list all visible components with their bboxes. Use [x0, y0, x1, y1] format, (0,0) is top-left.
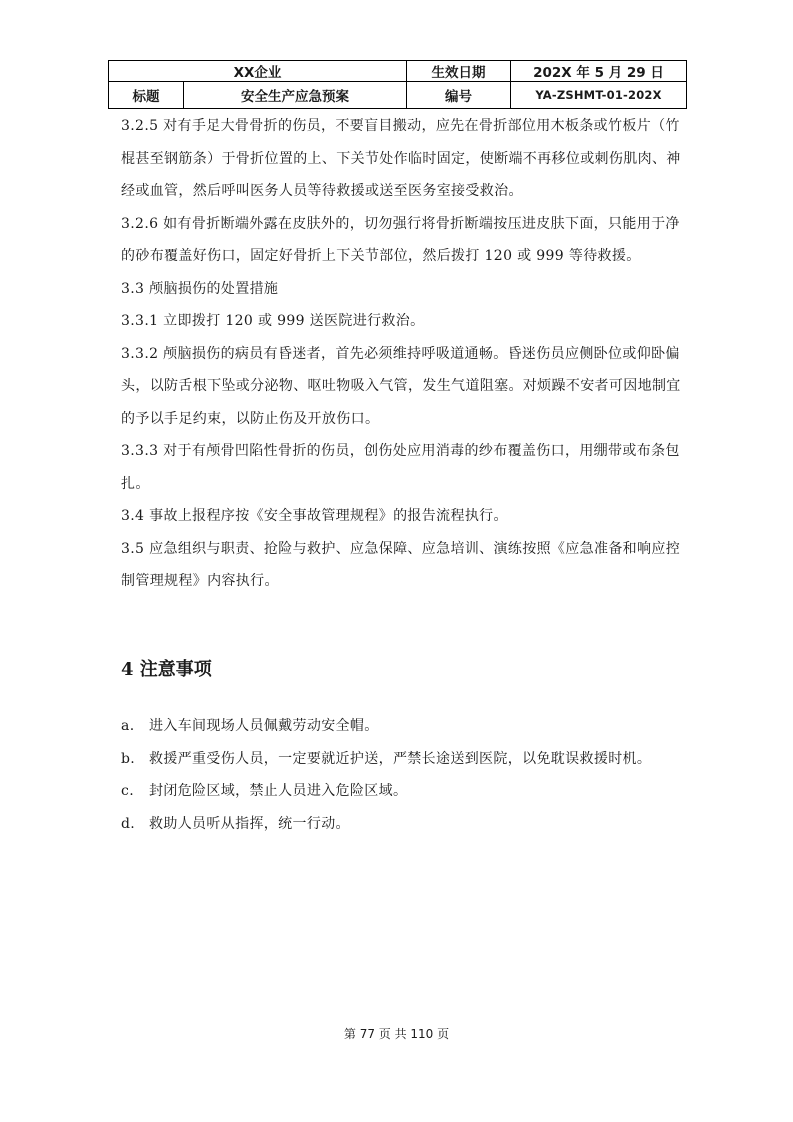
header-row-1 — [109, 61, 687, 82]
company-name: XX企业 — [109, 61, 407, 82]
list-marker: c. — [121, 783, 134, 799]
list-item-text: 封闭危险区域，禁止人员进入危险区域。 — [149, 783, 408, 799]
effective-date-label: 生效日期 — [407, 61, 511, 82]
paragraph-3-5: 3.5 应急组织与职责、抢险与救护、应急保障、应急培训、演练按照《应急准备和响应控制管理规程》内容执行。 — [121, 540, 681, 589]
heading-3-3: 3.3 颅脑损伤的处置措施 — [121, 280, 279, 297]
document-body — [121, 110, 687, 598]
list-item — [121, 710, 687, 743]
effective-date-value: 202X 年 5 月 29 日 — [511, 61, 687, 82]
list-item-text: 救援严重受伤人员，一定要就近护送，严禁长途送到医院，以免耽误救援时机。 — [149, 750, 652, 767]
list-item-text: 救助人员听从指挥，统一行动。 — [149, 815, 350, 832]
page-footer: 第 77 页 共 110 页 — [343, 1027, 450, 1041]
title-value: 安全生产应急预案 — [184, 82, 407, 109]
list-item — [121, 743, 687, 776]
paragraph-3-2-5: 3.2.5 对有手足大骨骨折的伤员，不要盲目搬动，应先在骨折部位用木板条或竹板片（竹棍甚至钢筋条）于骨折位置的上、下关节处作临时固定，使断端不再移位或刺伤肌肉、神经或血管，然后呼叫医务人员等待救援或送至医务室接受救治。 — [121, 118, 681, 199]
paragraph-3-3-2: 3.3.2 颅脑损伤的病员有昏迷者，首先必须维持呼吸道通畅。昏迷伤员应侧卧位或仰卧偏头，以防舌根下坠或分泌物、呕吐物吸入气管，发生气道阻塞。对烦躁不安者可因地制宜的予以手足约束，以防止伤及开放伤口。 — [121, 345, 681, 427]
document-header-table — [108, 60, 687, 109]
paragraph-3-2-6: 3.2.6 如有骨折断端外露在皮肤外的，切勿强行将骨折断端按压进皮肤下面，只能用于净的砂布覆盖好伤口，固定好骨折上下关节部位，然后拨打 120 或 999 等待救援。 — [121, 215, 680, 264]
list-marker: d. — [121, 815, 136, 832]
list-marker: b. — [121, 750, 136, 767]
paragraph-3-3-3: 3.3.3 对于有颅骨凹陷性骨折的伤员，创伤处应用消毒的纱布覆盖伤口，用绷带或布条包扎。 — [121, 443, 680, 492]
precautions-list — [121, 710, 687, 840]
title-label: 标题 — [109, 82, 184, 109]
paragraph-3-4: 3.4 事故上报程序按《安全事故管理规程》的报告流程执行。 — [121, 508, 508, 524]
paragraph-3-3-1: 3.3.1 立即拨打 120 或 999 送医院进行救治。 — [121, 313, 425, 329]
section-4-title: 4 注意事项 — [121, 659, 212, 680]
number-label: 编号 — [407, 82, 511, 109]
document-number: YA-ZSHMT-01-202X — [511, 82, 687, 109]
list-item — [121, 808, 687, 841]
list-item — [121, 775, 687, 808]
list-item-text: 进入车间现场人员佩戴劳动安全帽。 — [149, 718, 379, 734]
header-row-2 — [109, 82, 687, 109]
list-marker: a. — [121, 718, 135, 734]
